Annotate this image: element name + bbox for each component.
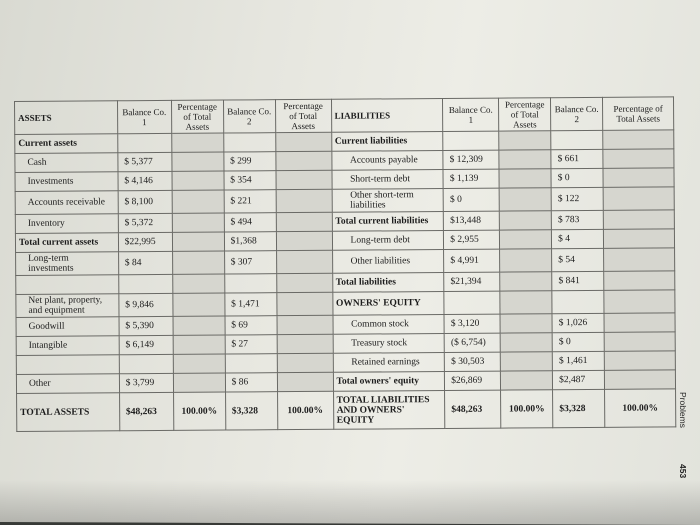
total-liab-label: TOTAL LIABILITIES AND OWNERS' EQUITY — [333, 390, 445, 429]
assets-header: ASSETS — [15, 101, 118, 135]
asset-co2: $ 307 — [224, 251, 276, 274]
asset-co1 — [118, 274, 172, 293]
asset-pct1 — [172, 232, 224, 251]
asset-label — [16, 275, 119, 295]
asset-label: Other — [16, 374, 119, 394]
liab-label: Common stock — [333, 315, 445, 335]
header-row — [15, 97, 674, 135]
asset-pct1 — [173, 335, 225, 354]
liab-label: OWNERS' EQUITY — [332, 292, 444, 316]
asset-pct2 — [276, 170, 332, 189]
asset-pct1 — [172, 251, 224, 274]
liab-co2 — [552, 290, 604, 313]
liab-co2: $ 0 — [552, 332, 604, 351]
liab-co1: ($ 6,754) — [444, 333, 500, 352]
asset-pct2 — [276, 231, 332, 250]
asset-label: Inventory — [15, 214, 118, 234]
liab-pct2 — [604, 370, 675, 389]
asset-label: Accounts receivable — [15, 191, 118, 215]
total-assets-pct1: 100.00% — [173, 392, 225, 430]
asset-pct2 — [276, 250, 332, 273]
asset-co1: $ 8,100 — [118, 190, 172, 213]
liab-label: Accounts payable — [331, 151, 443, 171]
asset-co2: $ 494 — [224, 213, 276, 232]
liab-co2 — [551, 130, 603, 149]
liab-pct1 — [499, 150, 551, 169]
liab-pct1 — [499, 169, 551, 188]
asset-pct1 — [172, 152, 224, 171]
asset-co2: $ 354 — [224, 171, 276, 190]
liab-co1: $21,394 — [444, 272, 500, 291]
asset-pct2 — [276, 189, 332, 212]
asset-co2: $ 27 — [225, 335, 277, 354]
liab-label: Treasury stock — [333, 334, 445, 354]
asset-pct2 — [275, 151, 331, 170]
liab-label: Retained earnings — [333, 353, 445, 373]
liabilities-header: LIABILITIES — [331, 99, 443, 133]
liab-co1 — [444, 291, 500, 314]
asset-label — [16, 355, 119, 375]
liab-co1: $13,448 — [444, 211, 500, 230]
asset-pct2 — [277, 353, 333, 372]
asset-co1: $22,995 — [118, 232, 172, 251]
asset-co2 — [223, 133, 275, 152]
liab-pct2 — [604, 332, 675, 351]
asset-pct2 — [277, 372, 333, 391]
liab-co2: $ 661 — [551, 149, 603, 168]
liab-co1: $ 30,503 — [445, 352, 501, 371]
liab-label: Total liabilities — [332, 273, 444, 293]
asset-label: Intangible — [16, 336, 119, 356]
asset-co2: $ 86 — [225, 373, 277, 392]
asset-co1 — [117, 133, 171, 152]
asset-co1: $ 5,377 — [118, 152, 172, 171]
asset-pct2 — [277, 334, 333, 353]
asset-pct1 — [172, 274, 224, 293]
asset-pct2 — [277, 315, 333, 334]
liab-pct1 — [500, 230, 552, 249]
asset-pct1 — [173, 373, 225, 392]
asset-co1 — [119, 354, 173, 373]
liab-pct2 — [603, 187, 674, 210]
asset-label: Goodwill — [16, 317, 119, 337]
pct2b-header: Percentage of Total Assets — [603, 97, 674, 130]
liab-pct2 — [604, 313, 675, 332]
asset-co2: $1,368 — [224, 232, 276, 251]
liab-label: Long-term debt — [332, 231, 444, 251]
liab-co2: $ 1,026 — [552, 313, 604, 332]
asset-pct1 — [171, 133, 223, 152]
liab-pct1 — [499, 188, 551, 211]
total-liab-co1: $48,263 — [445, 390, 501, 428]
liab-pct2 — [603, 149, 674, 168]
pct2-header: Percentage of Total Assets — [275, 99, 331, 132]
asset-co1: $ 9,846 — [119, 293, 173, 316]
asset-pct1 — [172, 171, 224, 190]
liab-co1: $ 12,309 — [443, 150, 499, 169]
bal1b-header: Balance Co. 1 — [443, 98, 499, 131]
liab-co2: $ 54 — [552, 248, 604, 271]
asset-co1: $ 84 — [118, 251, 172, 274]
liab-pct1 — [501, 371, 553, 390]
liab-pct2 — [604, 271, 675, 290]
liab-pct1 — [500, 291, 552, 314]
liab-pct1 — [499, 211, 551, 230]
total-liab-co2: $3,328 — [553, 389, 605, 427]
asset-label: Current assets — [15, 134, 118, 154]
pct1b-header: Percentage of Total Assets — [499, 98, 551, 131]
asset-pct2 — [275, 132, 331, 151]
liab-pct1 — [500, 333, 552, 352]
liab-pct2 — [603, 229, 674, 248]
balance-sheet-table — [14, 96, 676, 432]
bal2b-header: Balance Co. 2 — [551, 97, 603, 130]
asset-pct1 — [172, 213, 224, 232]
total-liab-pct1: 100.00% — [501, 390, 553, 428]
asset-label: Long-term investments — [16, 252, 119, 276]
table-body — [15, 130, 676, 394]
total-assets-co2: $3,328 — [225, 392, 277, 430]
asset-co1: $ 6,149 — [119, 335, 173, 354]
margin-page-number: 453 — [678, 464, 688, 479]
asset-co2: $ 69 — [225, 316, 277, 335]
liab-co2: $ 841 — [552, 271, 604, 290]
page-shadow — [0, 480, 700, 525]
liab-label: Short-term debt — [332, 170, 444, 190]
total-assets-label: TOTAL ASSETS — [17, 393, 120, 432]
liab-label: Total current liabilities — [332, 212, 444, 232]
asset-co2 — [224, 274, 276, 293]
liab-co1: $ 1,139 — [443, 169, 499, 188]
total-assets-co1: $48,263 — [119, 392, 173, 430]
asset-label: Cash — [15, 153, 118, 173]
liab-co1: $ 3,120 — [444, 314, 500, 333]
asset-co2 — [225, 354, 277, 373]
liab-pct1 — [500, 314, 552, 333]
liab-label: Other short-term liabilities — [332, 189, 444, 213]
liab-co1: $ 2,955 — [444, 230, 500, 249]
liab-label: Total owners' equity — [333, 372, 445, 392]
asset-co1: $ 5,390 — [119, 316, 173, 335]
liab-pct1 — [500, 272, 552, 291]
liab-co2: $ 4 — [552, 229, 604, 248]
liab-pct1 — [500, 352, 552, 371]
total-liab-pct2: 100.00% — [605, 389, 676, 427]
liab-pct2 — [603, 168, 674, 187]
asset-pct1 — [173, 354, 225, 373]
asset-label: Total current assets — [15, 233, 118, 253]
liab-pct2 — [603, 210, 674, 229]
asset-co2: $ 299 — [224, 152, 276, 171]
liab-co1: $26,869 — [445, 371, 501, 390]
total-row — [17, 389, 676, 432]
bal2-header: Balance Co. 2 — [223, 100, 275, 133]
liab-co2: $2,487 — [553, 370, 605, 389]
liab-co1: $ 0 — [443, 188, 499, 211]
asset-pct1 — [173, 293, 225, 316]
margin-problems: Problems — [678, 392, 688, 428]
asset-co1: $ 5,372 — [118, 213, 172, 232]
liab-pct2 — [604, 248, 675, 271]
liab-label: Other liabilities — [332, 250, 444, 274]
liab-co1: $ 4,991 — [444, 249, 500, 272]
liab-co2: $ 783 — [551, 210, 603, 229]
total-assets-pct2: 100.00% — [277, 391, 333, 429]
liab-pct2 — [604, 290, 675, 313]
asset-co1: $ 4,146 — [118, 171, 172, 190]
liab-pct2 — [604, 351, 675, 370]
asset-label: Net plant, property, and equipment — [16, 294, 119, 318]
asset-co1: $ 3,799 — [119, 373, 173, 392]
liab-co1 — [443, 131, 499, 150]
liab-co2: $ 1,461 — [552, 351, 604, 370]
liab-pct1 — [500, 249, 552, 272]
liab-co2: $ 122 — [551, 187, 603, 210]
asset-label: Investments — [15, 172, 118, 192]
liab-pct1 — [499, 131, 551, 150]
liab-label: Current liabilities — [331, 132, 443, 152]
asset-pct2 — [276, 273, 332, 292]
asset-co2: $ 1,471 — [225, 293, 277, 316]
pct1-header: Percentage of Total Assets — [171, 100, 223, 133]
asset-pct2 — [276, 292, 332, 315]
asset-pct2 — [276, 212, 332, 231]
liab-co2: $ 0 — [551, 168, 603, 187]
asset-co2: $ 221 — [224, 190, 276, 213]
asset-pct1 — [173, 316, 225, 335]
bal1-header: Balance Co. 1 — [117, 100, 171, 133]
asset-pct1 — [172, 190, 224, 213]
liab-pct2 — [603, 130, 674, 149]
